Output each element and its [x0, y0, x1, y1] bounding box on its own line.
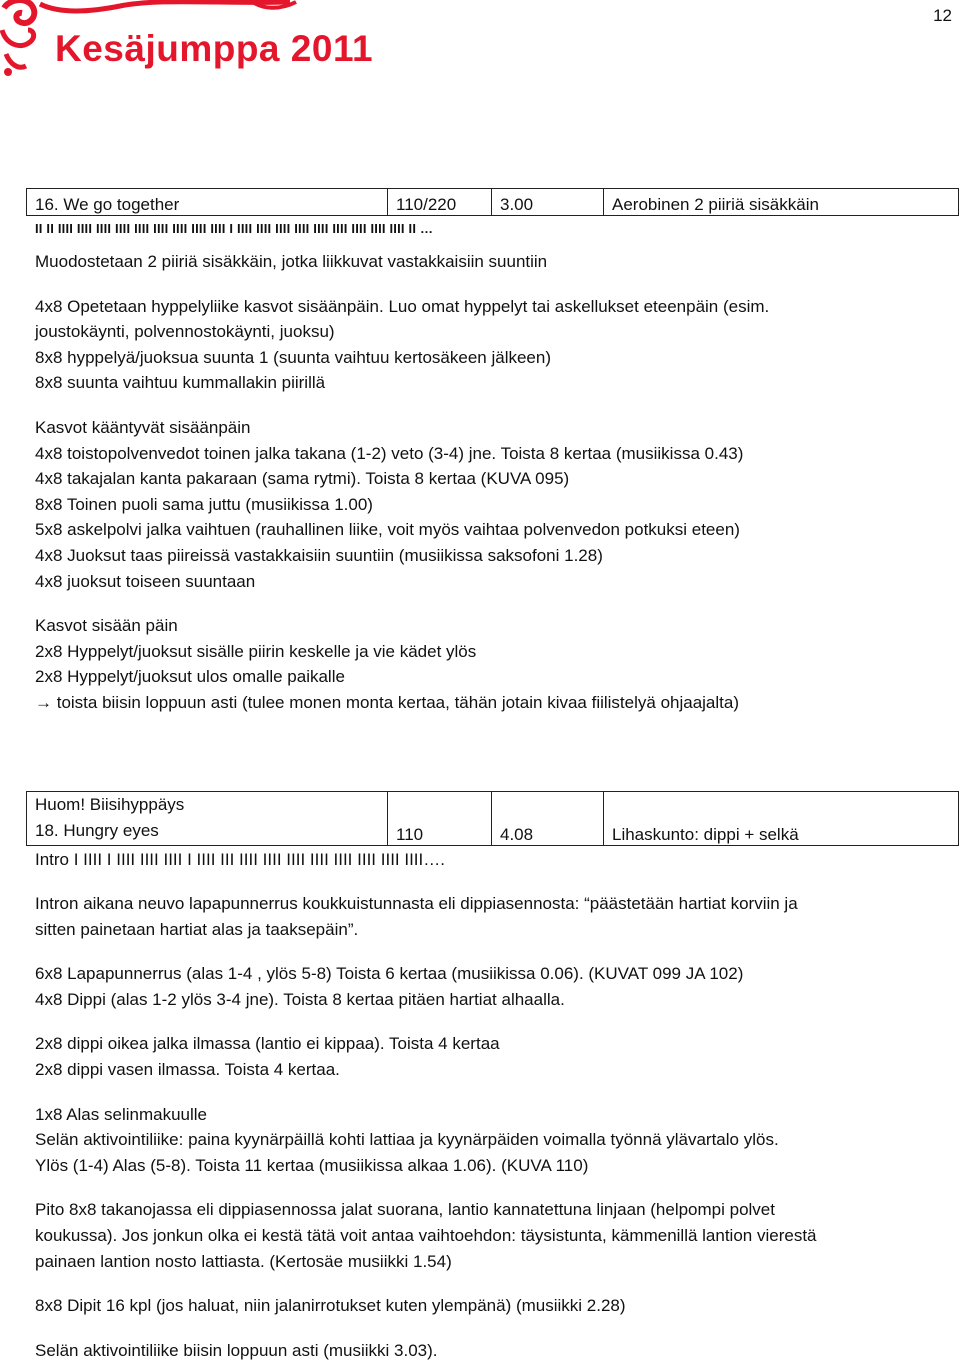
instruction-line: Selän aktivointiliike: paina kyynärpäillä kohti lattiaa ja kyynärpäiden voimalla työnnä ylävartalo ylös. — [35, 1130, 779, 1150]
instruction-line: 5x8 askelpolvi jalka vaihtuen (rauhallinen liike, voit myös vaihtaa polvenvedon potkuksi eteen) — [35, 520, 740, 540]
song-18-table — [26, 791, 959, 846]
song-title-cell — [27, 792, 388, 846]
instruction-line: 8x8 Toinen puoli sama juttu (musiikissa 1.00) — [35, 494, 373, 514]
logo — [0, 0, 380, 80]
duration-cell: 4.08 — [492, 792, 604, 846]
instruction-line: koukussa). Jos jonkun olka ei kestä tätä voit antaa vaihtoehdon: täysistunta, kämmenillä lantion vierestä — [35, 1225, 817, 1245]
instruction-line: → toista biisin loppuun asti (tulee monen monta kertaa, tähän jotain kivaa fiilistelyä ohjaajalta) — [35, 692, 740, 712]
instruction-line: 2x8 Hyppelyt/juoksut sisälle piirin keskelle ja vie kädet ylös — [35, 641, 477, 661]
type-cell: Aerobinen 2 piiriä sisäkkäin — [604, 189, 959, 216]
instruction-line: Ylös (1-4) Alas (5-8). Toista 11 kertaa (musiikissa alkaa 1.06). (KUVA 110) — [35, 1155, 589, 1175]
instruction-line: 6x8 Lapapunnerrus (alas 1-4 , ylös 5-8) Toista 6 kertaa (musiikissa 0.06). (KUVAT 099 JA 102) — [35, 964, 744, 984]
instruction-line: 4x8 Juoksut taas piireissä vastakkaisiin suuntiin (musiikissa saksofoni 1.28) — [35, 545, 603, 565]
instruction-line: 4x8 Opetetaan hyppelyliike kasvot sisäänpäin. Luo omat hyppelyt tai askellukset eteenpäin (esim. — [35, 296, 770, 316]
song-18-section — [26, 791, 958, 1363]
song-note: Huom! Biisihyppäys — [35, 795, 185, 814]
instruction-line: 8x8 suunta vaihtuu kummallakin piirillä — [35, 373, 326, 393]
bpm-cell: 110/220 — [388, 189, 492, 216]
instruction-line: 8x8 hyppelyä/juoksua suunta 1 (suunta vaihtuu kertosäkeen jälkeen) — [35, 347, 552, 367]
instruction-line: 2x8 dippi vasen ilmassa. Toista 4 kertaa. — [35, 1059, 340, 1079]
instruction-line: 8x8 Dipit 16 kpl (jos haluat, niin jalanirrotukset kuten ylempänä) (musiikki 2.28) — [35, 1296, 626, 1316]
instruction-line: Kasvot kääntyvät sisäänpäin — [35, 417, 251, 437]
song-16-section — [26, 188, 958, 716]
duration-cell: 3.00 — [492, 189, 604, 216]
instruction-line: 1x8 Alas selinmakuulle — [35, 1104, 207, 1124]
song-title-cell: 16. We go together — [27, 189, 388, 216]
instruction-line: Selän aktivointiliike biisin loppuun asti (musiikki 3.03). — [35, 1340, 438, 1360]
type-cell: Lihaskunto: dippi + selkä — [604, 792, 959, 846]
instruction-line: Kasvot sisään päin — [35, 616, 178, 636]
page-number: 12 — [933, 6, 952, 25]
instruction-line: joustokäynti, polvennostokäynti, juoksu) — [35, 322, 335, 342]
instruction-line: 4x8 juoksut toiseen suuntaan — [35, 571, 256, 591]
instruction-line: 4x8 toistopolvenvedot toinen jalka takana (1-2) veto (3-4) jne. Toista 8 kertaa (musiikissa 0.43) — [35, 443, 744, 463]
song-title: 18. Hungry eyes — [35, 821, 159, 840]
logo-text: Kesäjumppa 2011 — [55, 28, 374, 69]
song-18-instructions — [35, 891, 958, 1363]
count-marks: II II IIII IIII IIII IIII IIII IIII IIII IIII IIII I IIII IIII IIII IIII IIII IIII IIII IIII IIII II … — [35, 221, 434, 236]
instruction-line: painaen lantion nosto lattiasta. (Kertosäe musiikki 1.54) — [35, 1251, 452, 1271]
song-16-instructions — [35, 249, 958, 716]
song-16-table — [26, 188, 959, 216]
instruction-line: Pito 8x8 takanojassa eli dippiasennossa jalat suorana, lantio kannatettuna linjaan (helpompi polvet — [35, 1200, 775, 1220]
bpm-cell: 110 — [388, 792, 492, 846]
instruction-line: 2x8 dippi oikea jalka ilmassa (lantio ei kippaa). Toista 4 kertaa — [35, 1034, 500, 1054]
instruction-line: Intron aikana neuvo lapapunnerrus koukkuistunnasta eli dippiasennosta: “päästetään hartiat korviin ja — [35, 894, 798, 913]
instruction-line: 4x8 takajalan kanta pakaraan (sama rytmi). Toista 8 kertaa (KUVA 095) — [35, 469, 570, 489]
instruction-line: 2x8 Hyppelyt/juoksut ulos omalle paikalle — [35, 667, 345, 687]
count-marks: Intro I IIII I IIII IIII IIII I IIII III IIII IIII IIII IIII IIII IIII IIII IIII…. — [35, 850, 445, 869]
instruction-line: 4x8 Dippi (alas 1-2 ylös 3-4 jne). Toista 8 kertaa pitäen hartiat alhaalla. — [35, 989, 565, 1009]
instruction-line: Muodostetaan 2 piiriä sisäkkäin, jotka liikkuvat vastakkaisiin suuntiin — [35, 252, 548, 271]
instruction-line: sitten painetaan hartiat alas ja taaksepäin”. — [35, 919, 359, 939]
